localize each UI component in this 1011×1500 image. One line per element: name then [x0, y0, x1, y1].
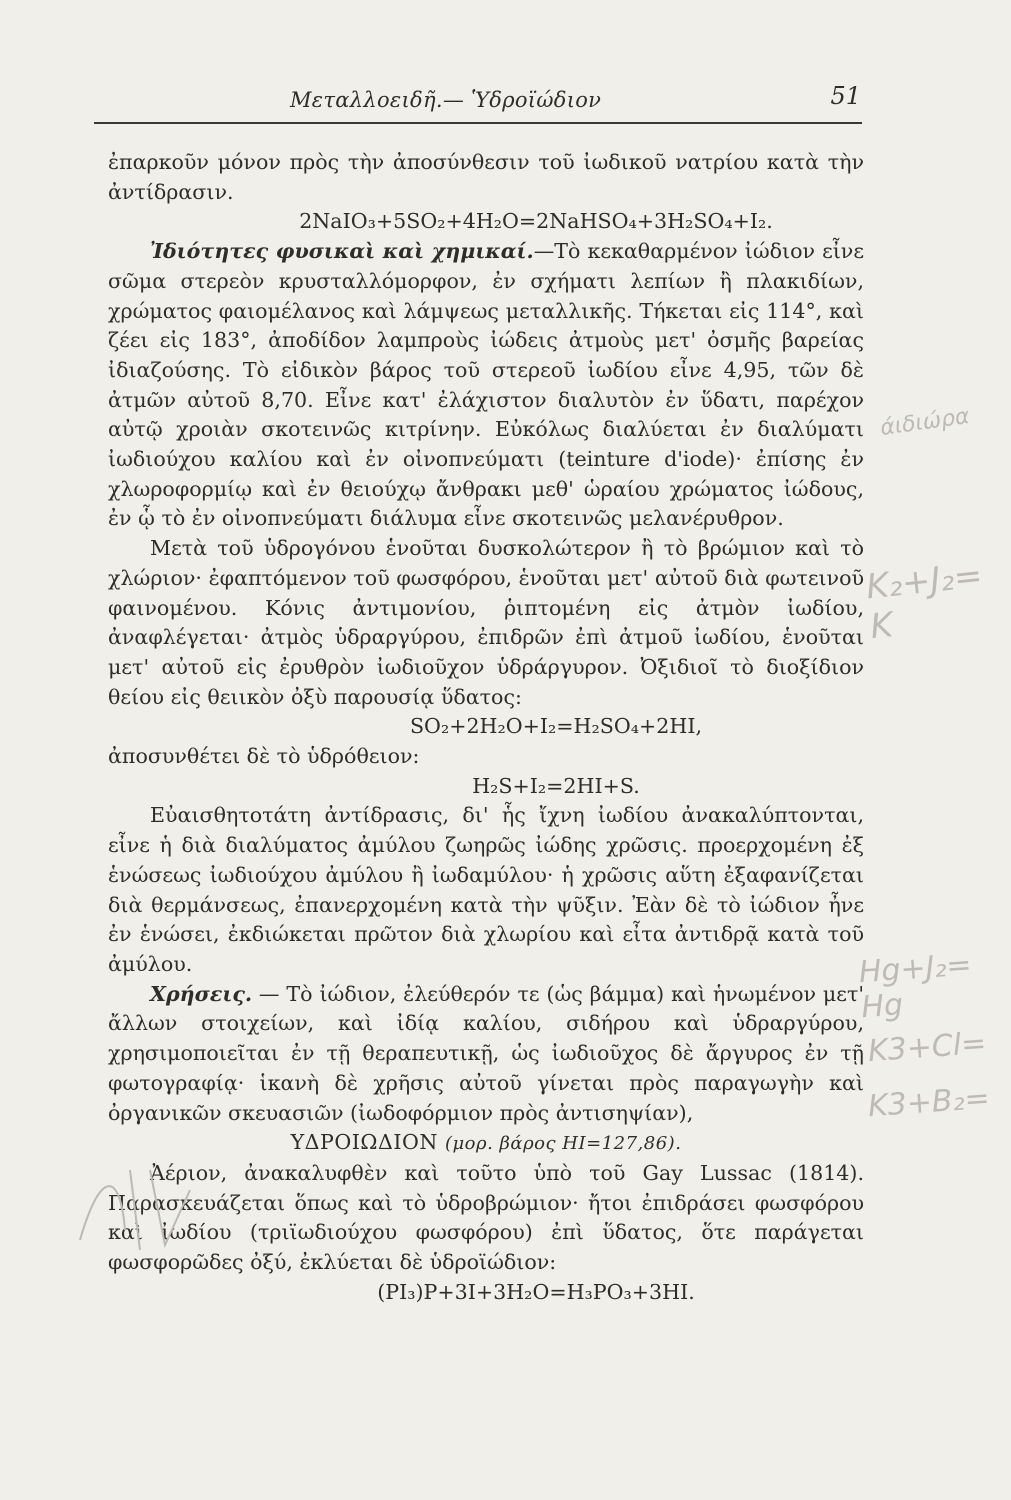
equation: H₂S+I₂=2HI+S.	[472, 773, 640, 798]
section-heading: ΥΔΡΟΙΩΔΙΟΝ (μορ. βάρος HI=127,86).	[290, 1130, 682, 1155]
equation: (PI₃)P+3I+3H₂O=H₃PO₃+3HI.	[377, 1279, 695, 1304]
header-rule	[94, 122, 862, 124]
paragraph: Ἀέριον, ἀνακαλυφθὲν καὶ τοῦτο ὑπὸ τοῦ Gay Lussac (1814). Παρασκευάζεται ὅπως καὶ τὸ ὑδροβρώμιον· ἤτοι ἐπιδράσει φωσφόρου καὶ ἰωδίου (τριϊωδιούχου φωσφόρου) ἐπὶ ὕδατος, ὅτε παράγεται φωσφορῶδες ὀξύ, ἐκλύεται δὲ ὑδροϊώδιον:	[108, 1160, 864, 1275]
body-text	[108, 148, 864, 1307]
paragraph: Χρήσεις. — Τὸ ἰώδιον, ἐλεύθερόν τε (ὡς βάμμα) καὶ ἡνωμένον μετ' ἄλλων στοιχείων, καὶ ἰδίᾳ καλίου, σιδήρου καὶ ὑδραργύρου, χρησιμοποιεῖται ἐν τῇ θεραπευτικῇ, ὡς ἰωδιοῦχος δὲ ἄργυρος ἐν τῇ φωτογραφίᾳ· ἱκανὴ δὲ χρῆσις αὐτοῦ γίνεται πρὸς παραγωγὴν καὶ ὀργανικῶν σκευασιῶν (ἰωδοφόρμιον πρὸς ἀντισηψίαν),	[108, 981, 864, 1125]
pencil-annotation: K3+B₂=	[866, 1080, 991, 1125]
running-header: Μεταλλοειδῆ.— Ὑδροϊώδιον	[290, 88, 602, 112]
pencil-annotation: K₂+J₂= K	[864, 555, 985, 648]
paragraph: Εὐαισθητοτάτη ἀντίδρασις, δι' ἧς ἴχνη ἰωδίου ἀνακαλύπτονται, εἶνε ἡ διὰ διαλύματος ἀμύλου ζωηρῶς ἰώδης χρῶσις. προερχομένη ἐξ ἑνώσεως ἰωδιούχου ἀμύλου ἢ ἰωδαμύλου· ἡ χρῶσις αὕτη ἐξαφανίζεται διὰ θερμάνσεως, ἐπανερχομένη κατὰ τὴν ψῦξιν. Ἐὰν δὲ τὸ ἰώδιον ἦνε ἐν ἑνώσει, ἐκδιώκεται πρῶτον διὰ χλωρίου καὶ εἶτα ἀντιδρᾷ κατὰ τοῦ ἀμύλου.	[108, 803, 864, 976]
paragraph: ἀποσυνθέτει δὲ τὸ ὑδρόθειον:	[108, 744, 420, 769]
section-label: Χρήσεις.	[150, 981, 253, 1006]
equation: 2NaIO₃+5SO₂+4H₂O=2NaHSO₄+3H₂SO₄+I₂.	[299, 209, 773, 234]
paragraph: Ἰδιότητες φυσικαὶ καὶ χημικαί.—Τὸ κεκαθαρμένον ἰώδιον εἶνε σῶμα στερεὸν κρυσταλλόμορφον, ἐν σχήματι λεπίων ἢ πλακιδίων, χρώματος φαιομέλανος καὶ λάμψεως μεταλλικῆς. Τήκεται εἰς 114°, καὶ ζέει εἰς 183°, ἀποδίδον λαμπροὺς ἰώδεις ἀτμοὺς μετ' ὀσμῆς βαρείας ἰδιαζούσης. Τὸ εἰδικὸν βάρος τοῦ στερεοῦ ἰωδίου εἶνε 4,95, τῶν δὲ ἀτμῶν αὐτοῦ 8,70. Εἶνε κατ' ἐλάχιστον διαλυτὸν ἐν ὕδατι, παρέχον αὐτῷ χροιὰν σκοτεινῶς κιτρίνην. Εὐκόλως διαλύεται ἐν διαλύματι ἰωδιούχου καλίου καὶ ἐν οἰνοπνεύματι (teinture d'iode)· ἐπίσης ἐν χλωροφορμίῳ καὶ ἐν θειούχῳ ἄνθρακι μεθ' ὡραίου χρώματος ἰώδους, ἐν ᾧ τὸ ἐν οἰνοπνεύματι διάλυμα εἶνε σκοτεινῶς μελανέρυθρον.	[108, 239, 864, 531]
paragraph: ἐπαρκοῦν μόνον πρὸς τὴν ἀποσύνθεσιν τοῦ ἰωδικοῦ νατρίου κατὰ τὴν ἀντίδρασιν.	[108, 150, 864, 204]
equation: SO₂+2H₂O+I₂=H₂SO₄+2HI,	[409, 714, 703, 739]
page-number: 51	[830, 82, 861, 110]
pencil-annotation: ά⁠ιδιώρα	[878, 403, 972, 442]
pencil-annotation: K3+Cl=	[866, 1025, 988, 1070]
paragraph: Μετὰ τοῦ ὑδρογόνου ἑνοῦται δυσκολώτερον ἢ τὸ βρώμιον καὶ τὸ χλώριον· ἐφαπτόμενον τοῦ φωσφόρου, ἑνοῦται μετ' αὐτοῦ διὰ φωτεινοῦ φαινομένου. Κόνις ἀντιμονίου, ῥιπτομένη εἰς ἀτμὸν ἰωδίου, ἀναφλέγεται· ἀτμὸς ὑδραργύρου, ἐπιδρῶν ἐπὶ ἀτμοῦ ἰωδίου, ἑνοῦται μετ' αὐτοῦ εἰς ἐρυθρὸν ἰωδιοῦχον ὑδράργυρον. Ὀξιδιοῖ τὸ διοξίδιον θείου εἰς θειικὸν ὀξὺ παρουσίᾳ ὕδατος:	[108, 536, 864, 709]
section-label: Ἰδιότητες φυσικαὶ καὶ χημικαί.	[150, 239, 534, 264]
pencil-scribble	[70, 1150, 230, 1270]
pencil-annotation: Hg+J₂= Hg	[857, 947, 973, 1026]
